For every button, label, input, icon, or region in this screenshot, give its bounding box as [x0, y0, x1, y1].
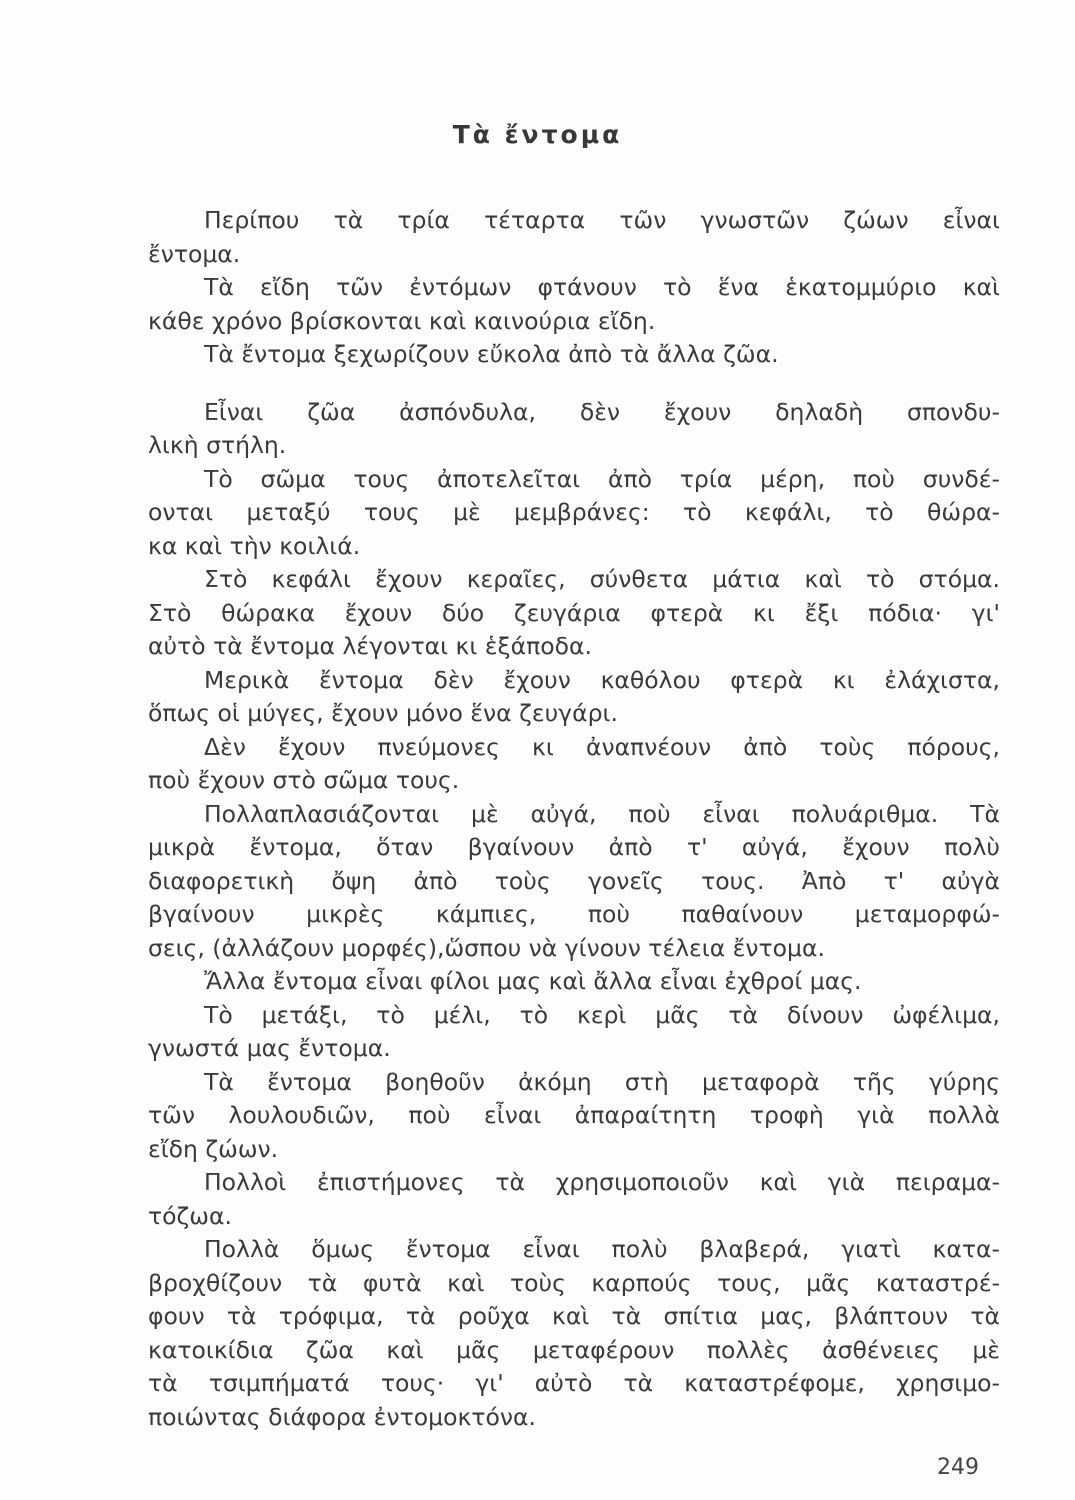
text-line: εἴδη ζώων. [148, 1134, 279, 1163]
text-line: τὰ τσιμπήματά τους· γι' αὐτὸ τὰ καταστρέφομε, χρησιμο- [148, 1369, 1000, 1397]
body-text [148, 204, 1000, 1434]
text-line: Πολλὰ ὅμως ἔντομα εἶναι πολὺ βλαβερά, γιατὶ κατα- [204, 1235, 1000, 1263]
text-line: ονται μεταξύ τους μὲ μεμβράνες: τὸ κεφάλι, τὸ θώρα- [148, 498, 1000, 526]
text-line: Ἄλλα ἔντομα εἶναι φίλοι μας καὶ ἄλλα εἶναι ἐχθροί μας. [204, 967, 862, 995]
text-line: ὅπως οἱ μύγες, ἔχουν μόνο ἕνα ζευγάρι. [148, 699, 618, 727]
text-line: Πολλοὶ ἐπιστήμονες τὰ χρησιμοποιοῦν καὶ γιὰ πειραμα- [204, 1168, 1000, 1196]
text-line: Δὲν ἔχουν πνεύμονες κι ἀναπνέουν ἀπὸ τοὺς πόρους, [204, 732, 1000, 761]
text-line: Τὰ εἴδη τῶν ἐντόμων φτάνουν τὸ ἕνα ἑκατομμύριο καὶ [204, 273, 1000, 301]
text-line: Στὸ θώρακα ἔχουν δύο ζευγάρια φτερὰ κι ἔξι πόδια· γι' [148, 598, 1000, 627]
page-title: Τὰ ἔντομα [452, 120, 623, 149]
text-line: Τὰ ἔντομα βοηθοῦν ἀκόμη στὴ μεταφορὰ τῆς γύρης [204, 1067, 1000, 1096]
text-line: Πολλαπλασιάζονται μὲ αὐγά, ποὺ εἶναι πολυάριθμα. Τὰ [204, 799, 1000, 828]
text-line: Μερικὰ ἔντομα δὲν ἔχουν καθόλου φτερὰ κι ἐλάχιστα, [204, 665, 1000, 694]
text-line: τόζωα. [148, 1201, 232, 1230]
text-line: βγαίνουν μικρὲς κάμπιες, ποὺ παθαίνουν μεταμορφώ- [148, 900, 1000, 928]
text-line: Τὰ ἔντομα ξεχωρίζουν εὔκολα ἀπὸ τὰ ἄλλα ζῶα. [204, 340, 779, 368]
text-line: αὐτὸ τὰ ἔντομα λέγονται κι ἑξάποδα. [148, 632, 592, 660]
text-line: διαφορετικὴ ὄψη ἀπὸ τοὺς γονεῖς τους. Ἀπὸ τ' αὐγὰ [148, 866, 1000, 895]
text-line: Εἶναι ζῶα ἀσπόνδυλα, δὲν ἔχουν δηλαδὴ σπονδυ- [204, 397, 1000, 426]
text-line: κα καὶ τὴν κοιλιά. [148, 531, 361, 560]
text-line: ποὺ ἔχουν στὸ σῶμα τους. [148, 766, 460, 794]
text-line: τῶν λουλουδιῶν, ποὺ εἶναι ἀπαραίτητη τροφὴ γιὰ πολλὰ [148, 1101, 1000, 1129]
paragraph-gap [148, 372, 1000, 396]
text-line: Στὸ κεφάλι ἔχουν κεραῖες, σύνθετα μάτια καὶ τὸ στόμα. [204, 565, 1000, 593]
text-line: μικρὰ ἔντομα, ὅταν βγαίνουν ἀπὸ τ' αὐγά, ἔχουν πολὺ [148, 833, 1000, 861]
text-line: φουν τὰ τρόφιμα, τὰ ροῦχα καὶ τὰ σπίτια μας, βλάπτουν τὰ [148, 1302, 1000, 1330]
text-line: Τὸ μετάξι, τὸ μέλι, τὸ κερὶ μᾶς τὰ δίνουν ὠφέλιμα, [204, 1000, 1000, 1029]
text-line: γνωστά μας ἔντομα. [148, 1034, 391, 1062]
text-line: κάθε χρόνο βρίσκονται καὶ καινούρια εἴδη. [148, 306, 656, 335]
text-line: βροχθίζουν τὰ φυτὰ καὶ τοὺς καρπούς τους, μᾶς καταστρέ- [148, 1268, 1000, 1297]
text-line: λικὴ στήλη. [148, 431, 287, 459]
text-line: Τὸ σῶμα τους ἀποτελεῖται ἀπὸ τρία μέρη, ποὺ συνδέ- [204, 464, 1000, 493]
text-line: Περίπου τὰ τρία τέταρτα τῶν γνωστῶν ζώων εἶναι [204, 206, 1000, 234]
page-number: 249 [937, 1455, 979, 1480]
text-line: ἔντομα. [148, 239, 241, 268]
text-line: ποιώντας διάφορα ἐντομοκτόνα. [148, 1402, 536, 1431]
text-line: σεις, (ἀλλάζουν μορφές),ὥσπου νὰ γίνουν τέλεια ἔντομα. [148, 933, 825, 962]
text-line: κατοικίδια ζῶα καὶ μᾶς μεταφέρουν πολλὲς ἀσθένειες μὲ [148, 1335, 1000, 1364]
